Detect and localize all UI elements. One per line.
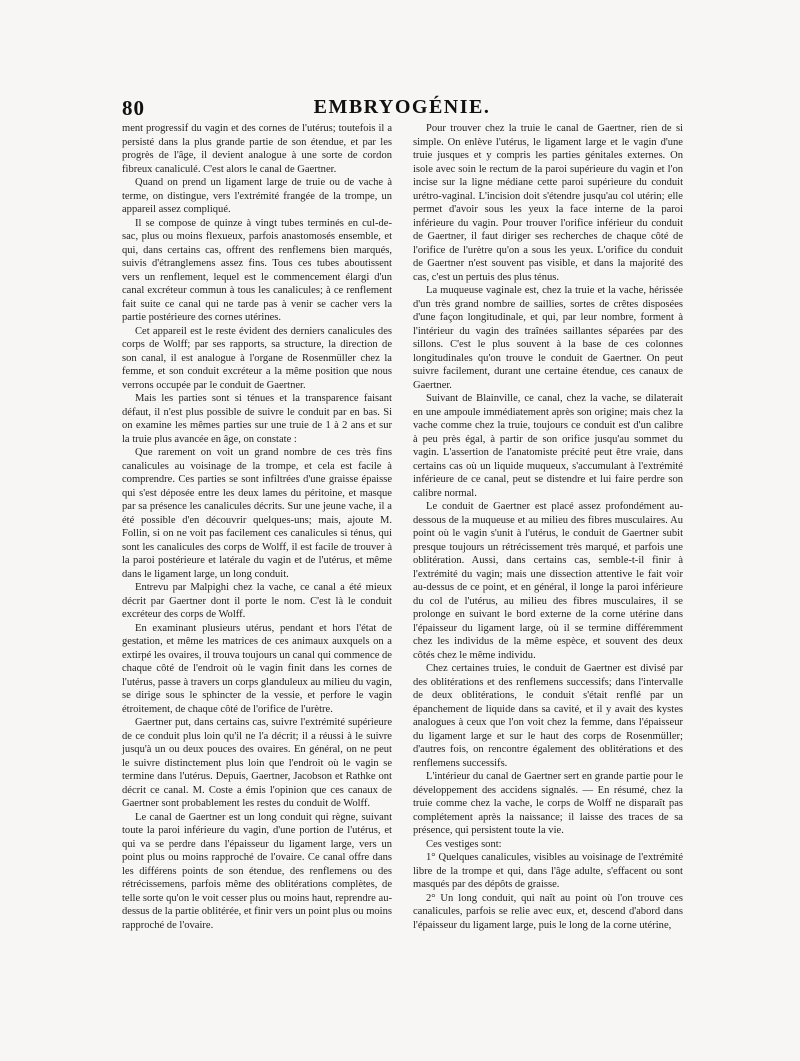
paragraph: Que rarement on voit un grand nombre de ces très fins canalicules au voisinage de la trompe, et cela est facile à comprendre. Ces parties se sont infiltrées d'une graisse épaisse qui s'est déposée entre les deux lames du péritoine, et masque par sa présence les canalicules décrits. Sur une jeune vache, il a été possible d'en découvrir quelques-uns; mais, ajoute M. Follin, si on ne voit pas facilement ces canalicules si ténus, qui sont les canalicules des corps de Wolff, il est facile de trouver à la paroi postérieure et latérale du vagin et de l'utérus, et même dans le ligament large, un long conduit. [122, 447, 392, 580]
paragraph: Ces vestiges sont: [426, 838, 502, 850]
paragraph: ment progressif du vagin et des cornes de l'utérus; toutefois il a persisté dans la plus grande partie de son étendue, et par les progrès de l'âge, il devient analogue à une sorte de cordon fibreux canaliculé. C'est alors le canal de Gaertner. [122, 123, 392, 175]
paragraph: Le conduit de Gaertner est placé assez profondément au-dessous de la muqueuse et au milieu des fibres musculaires. Au point où le vagin s'unit à l'utérus, le conduit de Gaertner subit presque toujours un rétrécissement très marqué, et parfois une oblitération. Aussi, dans certains cas, semble-t-il finir à l'extrémité du vagin; mais une dissection attentive le fait voir au-dessus de ce point, et en général, il longe la paroi inférieure du col de l'utérus, au milieu des fibres musculaires, il se prolonge en suivant le bord externe de la corne utérine dans l'épaisseur du ligament large, où il se termine différemment chez les individus de la même espèce, et souvent des deux côtés chez le même individu. [413, 501, 683, 661]
right-column [413, 122, 683, 932]
paragraph: Il se compose de quinze à vingt tubes terminés en cul-de-sac, plus ou moins flexueux, parfois anastomosés ensemble, et qui, dans certains cas, offrent des renflemens bien marqués, suivis d'étranglemens assez fins. Tous ces tubes aboutissent vers un renflement, lequel est le commencement élargi d'un canal excréteur commun à tous les canalicules; à ce renflement fait suite ce canal qui ne tarde pas à venir se cacher vers la partie postérieure des cornes utérines. [122, 217, 392, 323]
paragraph: Chez certaines truies, le conduit de Gaertner est divisé par des oblitérations et des renflemens successifs; dans l'intervalle de deux oblitérations, le conduit s'était renflé par un épanchement de liquide dans sa cavité, et il y avait des kystes analogues à ceux que l'on voit chez la femme, dans l'épaisseur du ligament large et sur le haut des corps de Rosenmüller; d'autres fois, on rencontre également des oblitérations et des renflemens successifs. [413, 663, 683, 769]
paragraph: 2° Un long conduit, qui naît au point où l'on trouve ces canalicules, parfois se relie avec eux, et, descend d'abord dans l'épaisseur du ligament large, puis le long de la corne utérine, [413, 892, 683, 931]
page-header [122, 96, 682, 124]
running-title: EMBRYOGÉNIE. [313, 96, 491, 118]
left-column [122, 122, 392, 932]
paragraph: La muqueuse vaginale est, chez la truie et la vache, hérissée d'un très grand nombre de saillies, sortes de crêtes disposées d'une façon longitudinale, et qui, par leur nombre, forment à l'intérieur du vagin des traînées saillantes séparées par des sillons. C'est le plus souvent à la base de ces colonnes longitudinales qu'on trouve le conduit de Gaertner. On peut suivre facilement, durant une certaine étendue, ces canaux de Gaertner. [413, 285, 683, 391]
paragraph: Quand on prend un ligament large de truie ou de vache à terme, on distingue, vers l'extrémité frangée de la trompe, un appareil assez compliqué. [122, 177, 392, 215]
paragraph: Cet appareil est le reste évident des derniers canalicules des corps de Wolff; par ses rapports, sa structure, la direction de son canal, il est analogue à l'organe de Rosenmüller chez la femme, et son conduit excréteur a la même position que nous verrons occupée par le conduit de Gaertner. [122, 325, 392, 391]
paragraph: Le canal de Gaertner est un long conduit qui règne, suivant toute la paroi inférieure du vagin, d'une portion de l'utérus, et qui va se perdre dans l'épaisseur du ligament large, vers un point plus ou moins rapproché de l'ovaire. Ce canal offre dans les différens points de son étendue, des renflemens ou des rétrécissemens, parfois même des oblitérations complètes, de telle sorte qu'on le voit cesser plus ou moins haut, reprendre au-dessus de la partie oblitérée, et finir vers un point plus ou moins rapproché de l'ovaire. [122, 811, 392, 931]
paragraph: Mais les parties sont si ténues et la transparence faisant défaut, il n'est plus possible de suivre le conduit par en bas. Si on examine les mêmes parties sur une truie de 1 à 2 ans et sur la truie plus avancée en âge, on constate : [122, 393, 392, 445]
paragraph: Gaertner put, dans certains cas, suivre l'extrémité supérieure de ce conduit plus loin qu'il ne l'a décrit; il a réussi à le suivre jusqu'à un ou deux pouces des ovaires. En général, on ne peut le suivre distinctement plus loin que l'endroit où le vagin se termine dans l'utérus. Depuis, Gaertner, Jacobson et Rathke ont décrit ce canal. M. Coste a émis l'opinion que ces canaux de Gaertner sont probablement les restes du conduit de Wolff. [122, 717, 392, 809]
page-number: 80 [122, 96, 145, 120]
text-columns [122, 122, 683, 982]
paragraph: Pour trouver chez la truie le canal de Gaertner, rien de si simple. On enlève l'utérus, le ligament large et le vagin d'une truie jusques et y compris les parties génitales externes. On isole avec soin le rectum de la paroi supérieure du vagin et l'on incise sur la ligne médiane cette paroi supérieure du conduit urétro-vaginal. L'incision doit s'étendre jusqu'au col utérin; elle permet d'avoir sous les yeux la face interne de la paroi inférieure du vagin. Pour trouver l'orifice inférieur du conduit de Gaertner, il faut diriger ses recherches de chaque côté de l'orifice de l'urètre qu'on a sous les yeux. L'orifice du conduit de Gaertner n'est souvent pas visible, et dans la majorité des cas, c'est un pertuis des plus ténus. [413, 123, 683, 283]
paragraph: En examinant plusieurs utérus, pendant et hors l'état de gestation, et même les matrices de ces animaux auxquels on a extirpé les ovaires, il trouva toujours un canal qui commence de chaque côté de l'endroit où le vagin finit dans les cornes de l'utérus, passe à travers un corps glanduleux au milieu du vagin, se dirige sous le sphincter de la vessie, et perfore le vagin étroitement, de chaque côté de l'orifice de l'urètre. [122, 622, 392, 715]
paragraph: Suivant de Blainville, ce canal, chez la vache, se dilaterait en une ampoule immédiatement après son origine; mais chez la vache comme chez la truie, toujours ce conduit est d'un calibre à peu près égal, à partir de son orifice jusqu'au sommet du vagin. L'assertion de l'anatomiste précité peut être vraie, dans certains cas où un liquide muqueux, s'accumulant à l'extrémité inférieure de ce canal, peut se distendre et lui faire perdre son calibre normal. [413, 393, 683, 499]
paragraph: Entrevu par Malpighi chez la vache, ce canal a été mieux décrit par Gaertner dont il porte le nom. C'est là le conduit excréteur des corps de Wolff. [122, 582, 392, 620]
paragraph: L'intérieur du canal de Gaertner sert en grande partie pour le développement des accidens signalés. — En résumé, chez la truie comme chez la vache, le corps de Wolff ne disparaît pas complétement après la naissance; il laisse des traces de sa présence, qui persistent toute la vie. [413, 771, 683, 836]
paragraph: 1° Quelques canalicules, visibles au voisinage de l'extrémité libre de la trompe et qui, dans l'âge adulte, s'effacent ou sont masqués par des dépôts de graisse. [413, 852, 683, 890]
